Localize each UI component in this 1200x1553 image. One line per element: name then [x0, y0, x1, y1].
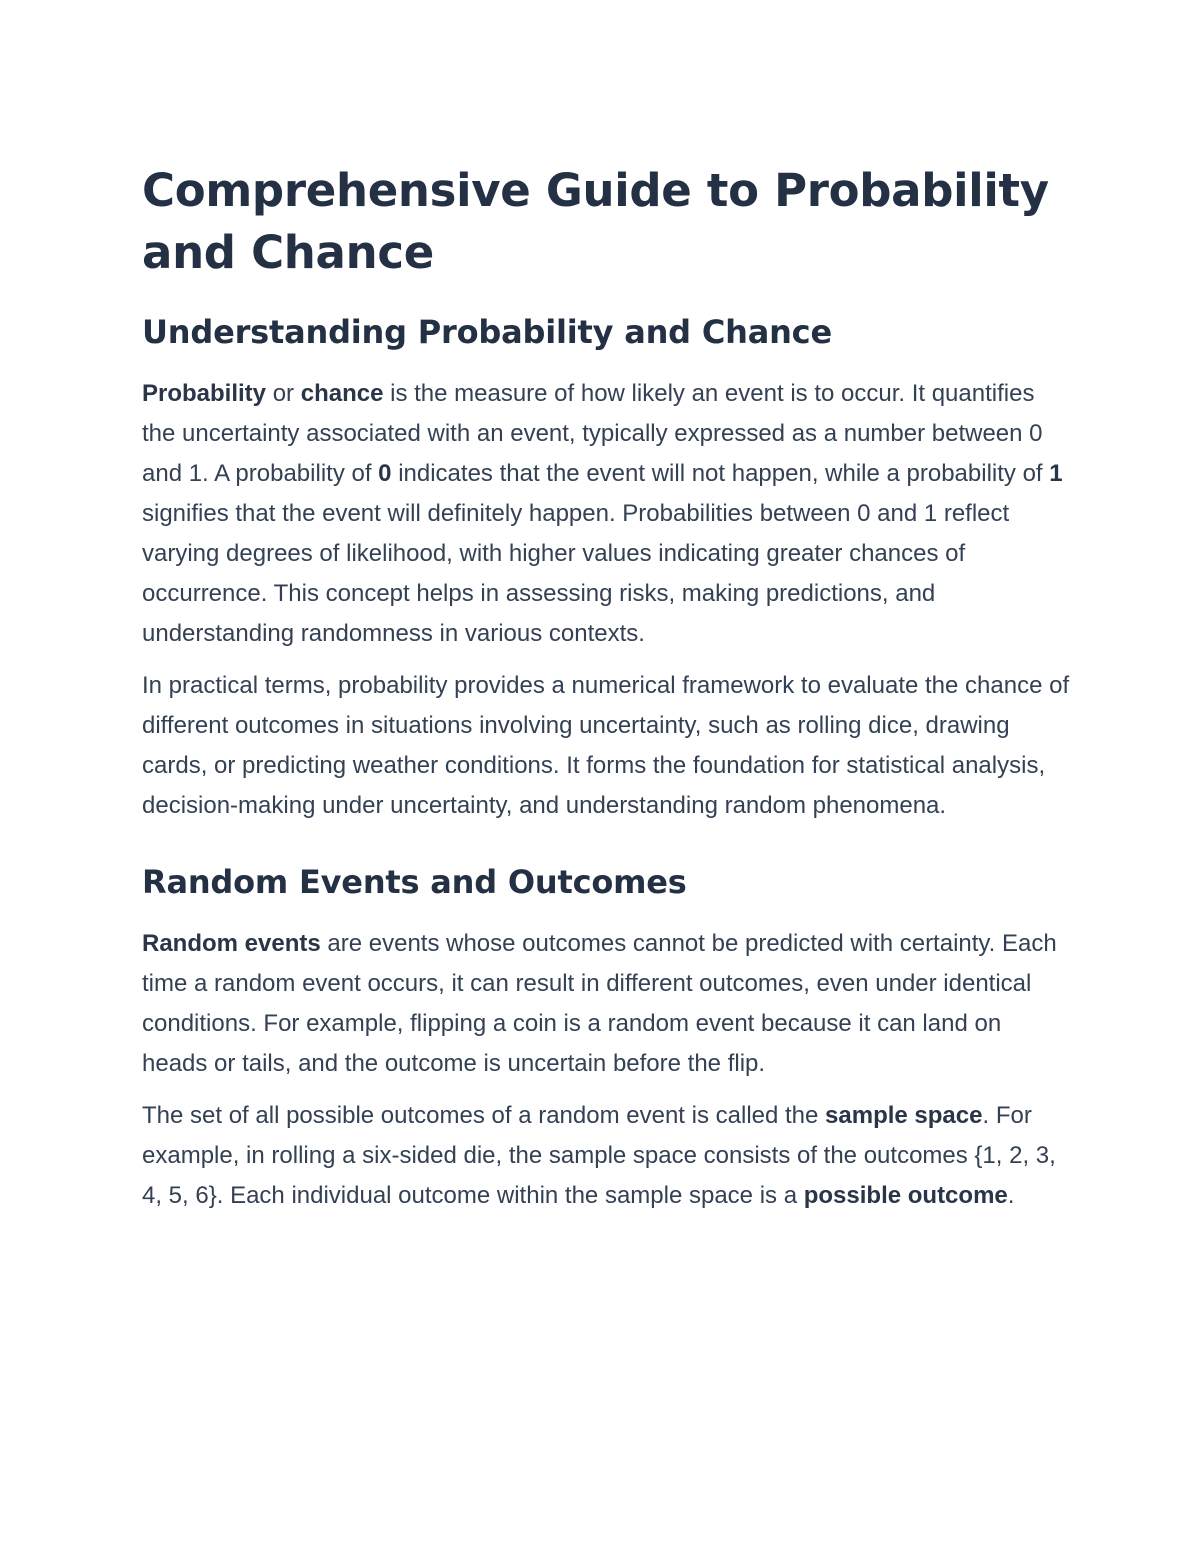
text-run: indicates that the event will not happen, while a probability of: [391, 460, 1050, 487]
text-run: . For example, in rolling a six-sided die, the sample space consists of the outcomes {1, 2, 3, 4, 5, 6}. Each individual outcome within the sample space is a: [142, 1102, 1056, 1209]
text-run: The set of all possible outcomes of a random event is called the: [142, 1102, 826, 1129]
bold-term: 1: [1049, 460, 1063, 487]
bold-term: Probability: [142, 380, 267, 407]
paragraph-practical-terms: [142, 666, 1072, 826]
paragraph-probability-definition: [142, 374, 1072, 654]
text-run: .: [1007, 1182, 1015, 1209]
paragraph-sample-space: [142, 1096, 1072, 1216]
section-heading-random-events: Random Events and Outcomes: [142, 863, 687, 901]
bold-term: 0: [378, 460, 392, 487]
text-run: signifies that the event will definitely happen. Probabilities between 0 and 1 reflect varying degrees of likelihood, with higher values indicating greater chances of occurrence. This concept helps in assessing risks, making predictions, and understanding randomness in various contexts.: [142, 500, 1010, 647]
bold-term: chance: [300, 380, 384, 407]
section-heading-understanding-probability: Understanding Probability and Chance: [142, 313, 832, 351]
bold-term: Random events: [142, 930, 321, 957]
text-run: is the measure of how likely an event is to occur. It quantifies the uncertainty associated with an event, typically expressed as a number between 0 and 1. A probability of: [142, 380, 1043, 487]
text-run: In practical terms, probability provides a numerical framework to evaluate the chance of different outcomes in situations involving uncertainty, such as rolling dice, drawing cards, or predicting weather conditions. It forms the foundation for statistical analysis, decision-making under uncertainty, and understanding random phenomena.: [142, 672, 1070, 819]
page-title: Comprehensive Guide to Probability and Chance: [142, 164, 1049, 279]
paragraph-random-events: [142, 924, 1072, 1084]
text-run: or: [266, 380, 301, 407]
document-page: [142, 160, 1072, 1228]
bold-term: possible outcome: [803, 1182, 1008, 1209]
bold-term: sample space: [825, 1102, 983, 1129]
text-run: are events whose outcomes cannot be predicted with certainty. Each time a random event occurs, it can result in different outcomes, even under identical conditions. For example, flipping a coin is a random event because it can land on heads or tails, and the outcome is uncertain before the flip.: [142, 930, 1057, 1077]
